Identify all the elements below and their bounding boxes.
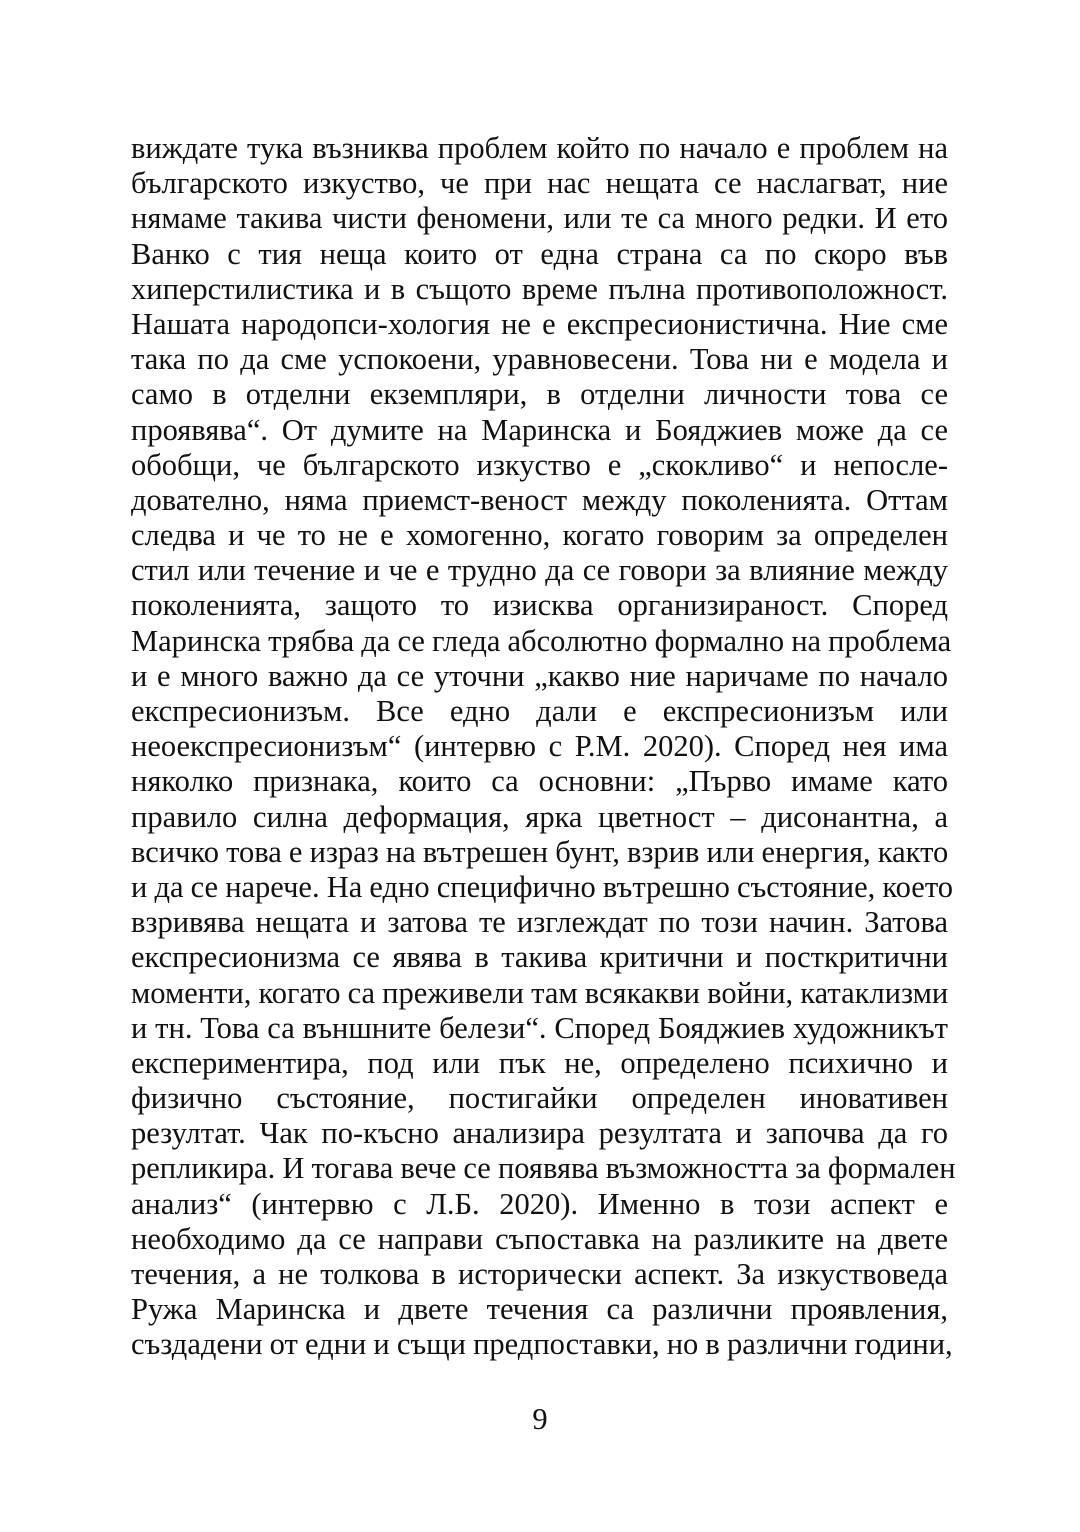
text-line: няколко признака, които са основни: „Първо имаме като	[131, 764, 948, 799]
text-line: създадени от едни и същи предпоставки, но в различни години,	[131, 1327, 953, 1362]
text-line: експериментира, под или пък не, определено психично и	[131, 1045, 948, 1080]
text-line: физично състояние, постигайки определен иновативен	[131, 1081, 948, 1116]
text-line: Ружа Маринска и двете течения са различни проявления,	[131, 1292, 948, 1327]
text-line: виждате тука възниква проблем който по начало е проблем на	[131, 131, 948, 165]
text-line: хиперстилистика и в същото време пълна противоположност.	[131, 271, 948, 306]
text-line: проявява“. От думите на Маринска и Бояджиев може да се	[131, 412, 948, 447]
text-line: и тн. Това са външните белези“. Според Бояджиев художникът	[131, 1010, 948, 1045]
text-line: стил или течение и че е трудно да се говори за влияние между	[131, 553, 948, 588]
text-line: поколенията, защото то изисква организираност. Според	[131, 588, 948, 623]
text-line: репликира. И тогава вече се появява възможността за формален	[131, 1151, 956, 1186]
text-line: всичко това е израз на вътрешен бунт, взрив или енергия, както	[131, 834, 949, 869]
text-line: правило силна деформация, ярка цветност – дисонантна, а	[131, 799, 948, 834]
text-line: течения, а не толкова в исторически аспект. За изкуствоведа	[131, 1257, 948, 1291]
text-line: така по да сме успокоени, уравновесени. Това ни е модела и	[131, 342, 948, 377]
text-line: анализ“ (интервю с Л.Б. 2020). Именно в този аспект е	[131, 1186, 948, 1221]
text-line: резултат. Чак по-късно анализира резултата и започва да го	[131, 1116, 948, 1151]
text-line: и е много важно да се уточни „какво ние наричаме по начало	[131, 658, 948, 693]
text-line: взривява нещата и затова те изглеждат по този начин. Затова	[131, 905, 948, 940]
text-line: експресионизъм. Все едно дали е експресионизъм или	[131, 694, 948, 728]
text-line: нямаме такива чисти феномени, или те са много редки. И ето	[131, 201, 948, 236]
text-line: моменти, когато са преживели там всякакви войни, катаклизми	[131, 975, 949, 1010]
text-line: Ванко с тия неща които от една страна са по скоро във	[131, 236, 948, 271]
text-line: неоекспресионизъм“ (интервю с Р.М. 2020). Според нея има	[131, 729, 948, 764]
text-line: българското изкуство, че при нас нещата се наслагват, ние	[131, 166, 948, 201]
text-line: Маринска трябва да се гледа абсолютно формално на проблема	[131, 623, 952, 658]
text-line: обобщи, че българското изкуство е „скокливо“ и непосле-	[131, 447, 948, 482]
text-line: следва и че то не е хомогенно, когато говорим за определен	[131, 518, 948, 553]
text-line: само в отделни екземпляри, в отделни личности това се	[131, 377, 948, 412]
page-number: 9	[532, 1402, 548, 1436]
text-line: Нашата народопси-хология не е експресионистична. Ние сме	[131, 306, 948, 341]
text-line: необходимо да се направи съпоставка на разликите на двете	[131, 1221, 948, 1256]
text-line: експресионизма се явява в такива критични и посткритични	[131, 940, 948, 975]
text-line: и да се нарече. На едно специфично вътрешно състояние, което	[131, 869, 954, 904]
body-text	[131, 131, 956, 1363]
text-line: дователно, няма приемст-веност между поколенията. Оттам	[131, 482, 948, 517]
